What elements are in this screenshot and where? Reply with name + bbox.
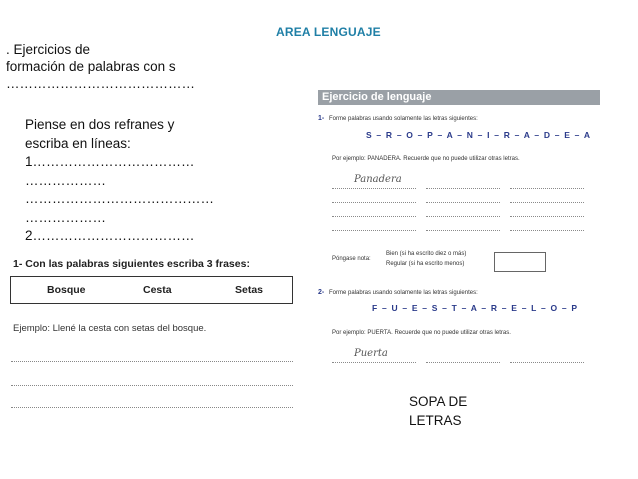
q2-handwritten: Puerta — [354, 348, 388, 359]
sentences-question: 1- Con las palabras siguientes escriba 3 frases: — [13, 258, 250, 270]
page-title: AREA LENGUAJE — [276, 25, 381, 39]
q1-number: 1- — [318, 115, 325, 122]
task-line-4: ……………… — [25, 172, 106, 188]
word-2: Cesta — [143, 284, 172, 296]
task-line-7: 2……………………………… — [25, 228, 195, 243]
answer-line — [426, 188, 500, 189]
worksheet-header: Ejercicio de lenguaje — [318, 90, 600, 105]
answer-line — [510, 230, 584, 231]
q1-example: Por ejemplo: PANADERA. Recuerde que no puede utilizar otras letras. — [332, 156, 520, 162]
intro-line-2: formación de palabras con s — [6, 59, 176, 74]
word-search-label — [409, 392, 467, 430]
answer-line — [426, 362, 500, 363]
task-line-2: escriba en líneas: — [25, 135, 131, 151]
answer-line — [426, 216, 500, 217]
note-label: Póngase nota: — [332, 256, 371, 262]
word-1: Bosque — [47, 284, 86, 296]
worksheet-image-left — [10, 254, 296, 415]
words-table — [10, 276, 293, 304]
q1-instruction: Forme palabras usando solamente las letras siguientes: — [329, 116, 478, 122]
task-line-5: …………………………………… — [25, 191, 214, 206]
q1-letters: S – R – O – P – A – N – I – R – A – D – E – A — [366, 130, 592, 140]
sentences-example: Ejemplo: Llené la cesta con setas del bosque. — [13, 323, 207, 334]
answer-line — [11, 361, 293, 362]
q1-handwritten: Panadera — [354, 174, 402, 185]
answer-line — [11, 385, 293, 386]
answer-line — [510, 362, 584, 363]
answer-line — [332, 202, 416, 203]
answer-line — [426, 230, 500, 231]
answer-line — [510, 188, 584, 189]
note-regular: Regular (si ha escrito menos) — [386, 261, 465, 267]
answer-line — [426, 202, 500, 203]
proverbs-task — [25, 116, 214, 246]
answer-line — [332, 188, 416, 189]
q2-letters: F – U – E – S – T – A – R – E – L – O – P — [372, 303, 579, 313]
intro-text — [6, 41, 195, 92]
answer-line — [332, 230, 416, 231]
word-search-line-1: SOPA DE — [409, 394, 468, 409]
answer-line — [332, 362, 416, 363]
intro-line-3: …………………………………… — [6, 76, 195, 91]
answer-line — [510, 202, 584, 203]
intro-line-1: . Ejercicios de — [6, 42, 91, 57]
task-line-3: 1……………………………… — [25, 154, 195, 169]
answer-line — [332, 216, 416, 217]
q2-example: Por ejemplo: PUERTA. Recuerde que no puede utilizar otras letras. — [332, 330, 511, 336]
task-line-1: Piense en dos refranes y — [25, 117, 175, 132]
q2-instruction: Forme palabras usando solamente las letras siguientes: — [329, 290, 478, 296]
q2-number: 2- — [318, 289, 325, 296]
word-3: Setas — [235, 284, 264, 296]
worksheet-image-right — [296, 84, 606, 374]
answer-line — [11, 407, 293, 408]
task-line-6: ……………… — [25, 209, 106, 225]
grade-box — [494, 252, 546, 272]
note-good: Bien (si ha escrito diez o más) — [386, 251, 467, 257]
answer-line — [510, 216, 584, 217]
word-search-line-2: LETRAS — [409, 413, 462, 428]
